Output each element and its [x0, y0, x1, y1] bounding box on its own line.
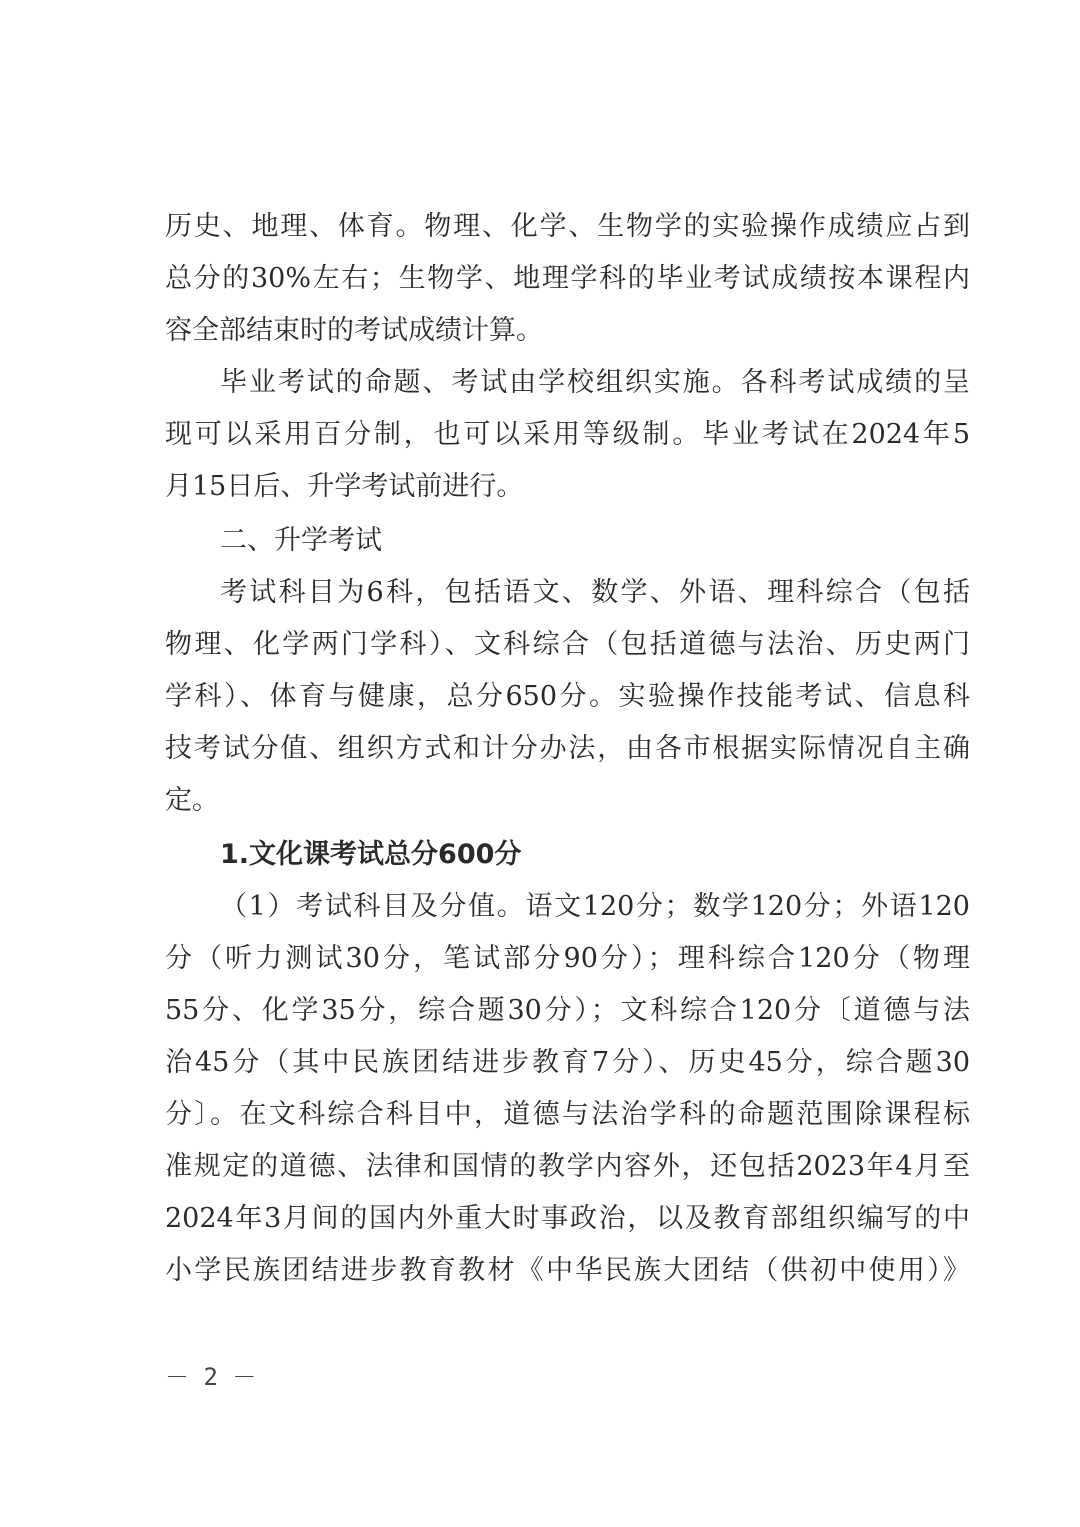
- subsection-heading: 1.文化课考试总分600分: [220, 839, 522, 870]
- paragraph-line: 总分的30%左右；生物学、地理学科的毕业考试成绩按本课程内: [165, 263, 970, 294]
- paragraph-line: 定。: [165, 785, 219, 816]
- paragraph-line: 学科）、体育与健康，总分650分。实验操作技能考试、信息科: [165, 681, 970, 712]
- paragraph-line: 考试科目为6科，包括语文、数学、外语、理科综合（包括: [220, 577, 970, 608]
- paragraph-line: 历史、地理、体育。物理、化学、生物学的实验操作成绩应占到: [165, 211, 970, 242]
- paragraph-line: 分〕。在文科综合科目中，道德与法治学科的命题范围除课程标: [165, 1099, 970, 1130]
- paragraph-line: 月15日后、升学考试前进行。: [165, 471, 524, 502]
- page-number: － 2 －: [165, 1363, 257, 1391]
- paragraph-line: （1）考试科目及分值。语文120分；数学120分；外语120: [220, 891, 970, 922]
- paragraph-line: 容全部结束时的考试成绩计算。: [165, 315, 543, 346]
- section-heading: 二、升学考试: [220, 525, 382, 556]
- paragraph-line: 技考试分值、组织方式和计分办法，由各市根据实际情况自主确: [165, 733, 970, 764]
- paragraph-line: 现可以采用百分制，也可以采用等级制。毕业考试在2024年5: [165, 419, 970, 450]
- paragraph-line: 治45分（其中民族团结进步教育7分）、历史45分，综合题30: [165, 1047, 970, 1078]
- paragraph-line: 55分、化学35分，综合题30分）；文科综合120分〔道德与法: [165, 995, 970, 1026]
- paragraph-line: 物理、化学两门学科）、文科综合（包括道德与法治、历史两门: [165, 629, 970, 660]
- paragraph-line: 毕业考试的命题、考试由学校组织实施。各科考试成绩的呈: [220, 367, 970, 398]
- paragraph-line: 小学民族团结进步教育教材《中华民族大团结（供初中使用）》: [165, 1255, 970, 1286]
- paragraph-line: 分（听力测试30分，笔试部分90分）；理科综合120分（物理: [165, 943, 970, 974]
- paragraph-line: 2024年3月间的国内外重大时事政治，以及教育部组织编写的中: [165, 1203, 970, 1234]
- paragraph-line: 准规定的道德、法律和国情的教学内容外，还包括2023年4月至: [165, 1151, 970, 1182]
